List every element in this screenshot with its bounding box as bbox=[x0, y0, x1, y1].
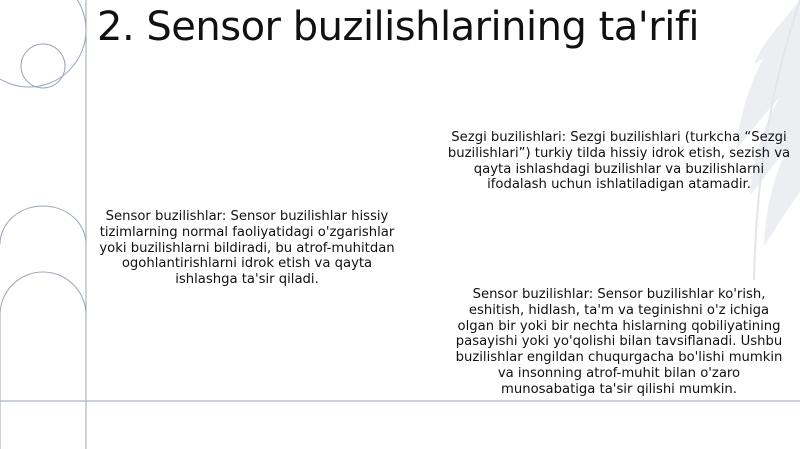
slide-title: 2. Sensor buzilishlarining ta'rifi bbox=[97, 4, 700, 50]
small-circle-outline bbox=[21, 44, 65, 88]
upper-arch-outline bbox=[0, 206, 86, 244]
definition-paragraph-top-right: Sezgi buzilishlari: Sezgi buzilishlari (turkcha “Sezgi buzilishlari”) turkiy tilda hissiy idrok etish, sezish va qayta ishlashdagi buzilishlar va buzilishlarni ifodalash uchun ishlatiladigan atamadir. bbox=[447, 130, 791, 193]
definition-paragraph-bottom-right: Sensor buzilishlar: Sensor buzilishlar ko'rish, eshitish, hidlash, ta'm va teginishni o'z ichiga olgan bir yoki bir nechta hislarning qobiliyatining pasayishi yoki yo'qolishi bilan tavsiflanadi. Ushbu buzilishlar engildan chuqurgacha bo'lishi mumkin va insonning atrof-muhit bilan o'zaro munosabatiga ta'sir qilishi mumkin. bbox=[455, 287, 783, 397]
lower-arch-outline bbox=[0, 272, 86, 449]
definition-paragraph-left: Sensor buzilishlar: Sensor buzilishlar hissiy tizimlarning normal faoliyatidagi o'zgarishlar yoki buzilishlarni bildiradi, bu atrof-muhitdan ogohlantirishlarni idrok etish va qayta ishlashga ta'sir qiladi. bbox=[99, 209, 395, 288]
